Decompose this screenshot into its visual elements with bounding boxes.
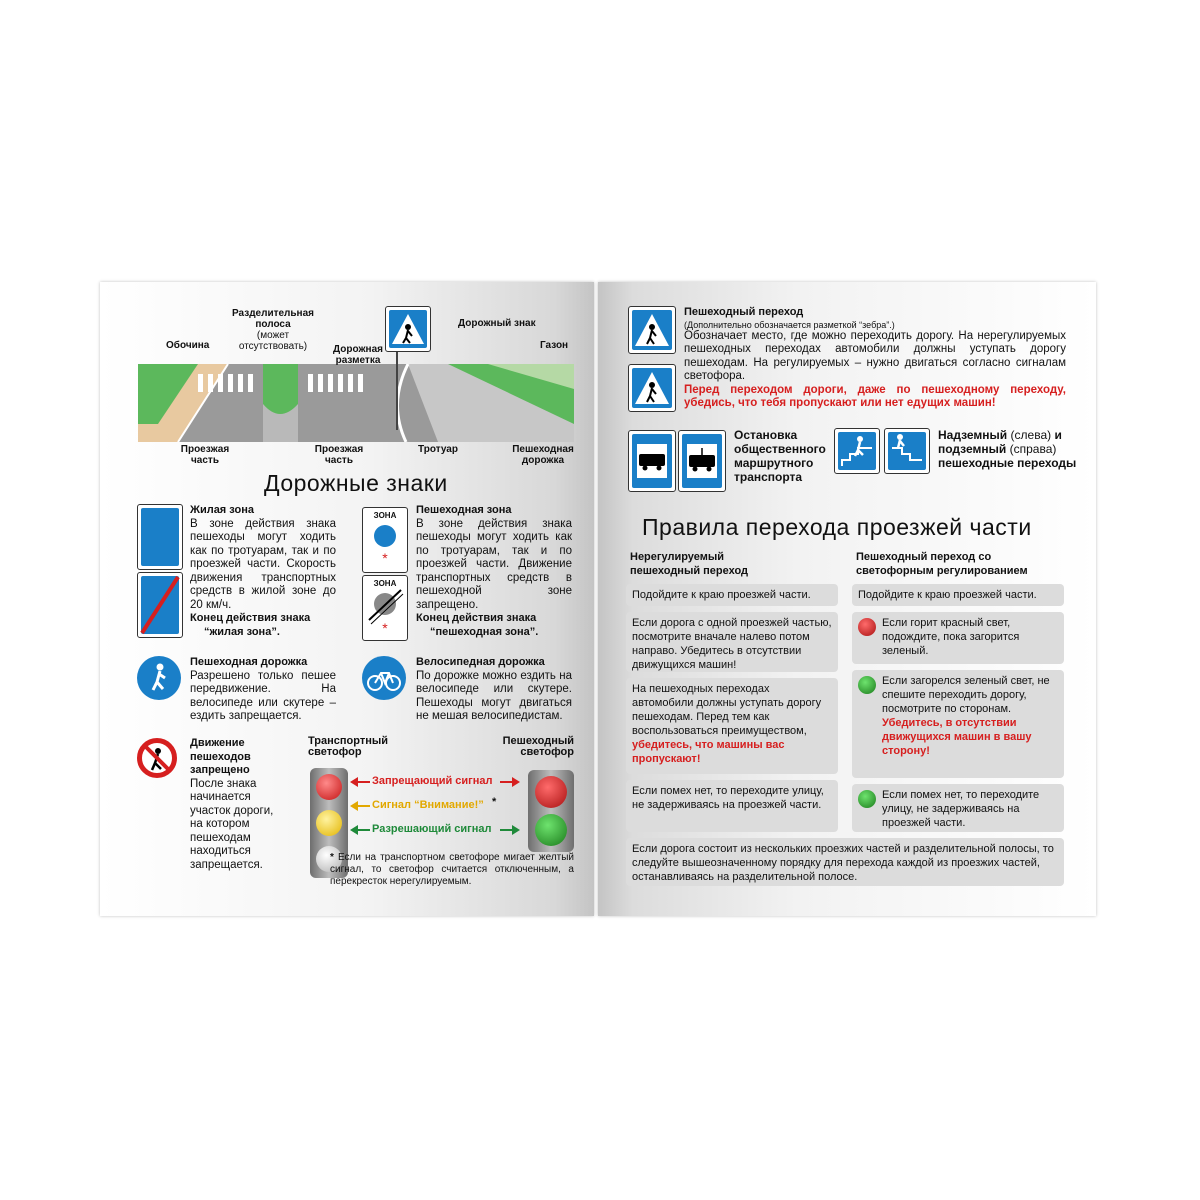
perehod-text: Обозначает место, где можно переходить дорогу. На нерегулируемых пешеходных переходах автомобили должны уступать дорогу пешеходам. На регулируемых – нужно двигаться согласно сигналам светофора. bbox=[684, 329, 1066, 382]
svetofor-note-text: Если на транспортном светофоре мигает желтый сигнал, то светофор считается отключенным, а перекресток нерегулируемым. bbox=[330, 852, 575, 887]
col1-step-2: Если дорога с одной проезжей частью, посмотрите вначале налево потом направо. Убедитесь в отсутствии движущихся машин! bbox=[626, 612, 838, 672]
peshehodnaya-dorozhka-block bbox=[190, 656, 336, 724]
col2-title: Пешеходный переход со светофорным регулированием bbox=[856, 551, 1028, 577]
transport-red-light bbox=[316, 774, 342, 800]
peshzona-end2: “пешеходная зона”. bbox=[430, 625, 539, 638]
peshehodnaya-zona-sign-icon: ЗОНА * bbox=[362, 507, 408, 573]
zhilaya-zona-text: В зоне действия знака пешеходы могут ходить как по тротуарам, так и по проезжей части. Скорость движения транспортных средств в жилой зоне до 20 км/ч. bbox=[190, 517, 336, 611]
pesh-red-light bbox=[535, 776, 567, 808]
peshzona-word: ЗОНА bbox=[373, 511, 397, 520]
zhilaya-zona-title: Жилая зона bbox=[190, 504, 254, 516]
right-page bbox=[598, 282, 1096, 916]
col2-step-4 bbox=[852, 784, 1064, 832]
podzemny-perehod-sign-icon bbox=[884, 428, 930, 474]
label-obochina: Обочина bbox=[166, 340, 210, 351]
peshdor-title: Пешеходная дорожка bbox=[190, 656, 308, 668]
perehod-sign-2-icon bbox=[628, 364, 676, 412]
col2-step-2-text: Если горит красный свет, подождите, пока загорится зеленый. bbox=[882, 617, 1020, 657]
right-heading: Правила перехода проезжей части bbox=[642, 514, 1032, 540]
label-znak: Дорожный знак bbox=[458, 318, 536, 329]
svetofor-note bbox=[330, 852, 574, 888]
road-illustration bbox=[138, 364, 574, 442]
green-signal-label: Разрешающий сигнал bbox=[372, 823, 492, 835]
crossing-sign-icon bbox=[385, 306, 431, 352]
label-gazon: Газон bbox=[540, 340, 569, 351]
perehod-warn: Перед переходом дороги, даже по пешеходному переходу, убедись, что тебя пропускают или нет едущих машин! bbox=[684, 383, 1066, 409]
perehod-sub: (Дополнительно обозначается разметкой “зебра”.) bbox=[684, 319, 895, 330]
zhilaya-zona-sign-icon bbox=[137, 504, 183, 570]
perehod-title: Пешеходный переход bbox=[684, 306, 804, 318]
perehod-sign-1-icon bbox=[628, 306, 676, 354]
peshzona-text: В зоне действия знака пешеходы могут ходить как по тротуарам, так и по проезжей части. Движение транспортных средств в пешеходной зоне запрещено. bbox=[416, 517, 572, 611]
nadzemny-label bbox=[938, 428, 1078, 470]
label-razdel-text: Разделительная полоса bbox=[232, 308, 314, 330]
nadzemny-e: пешеходные переходы bbox=[938, 456, 1077, 470]
col2-step-4-text: Если помех нет, то переходите улицу, не задерживаясь на проезжей части. bbox=[882, 789, 1040, 829]
label-proezzhaya-2: Проезжая часть bbox=[314, 444, 364, 466]
yellow-signal-label: Сигнал “Внимание!” bbox=[372, 799, 484, 811]
peshdor-text: Разрешено только пешее передвижение. На велосипеде или скутере – ездить запрещается. bbox=[190, 669, 336, 722]
yellow-signal-star: * bbox=[492, 796, 497, 808]
peshzona-end: Конец действия знака bbox=[416, 612, 537, 624]
left-heading: Дорожные знаки bbox=[264, 470, 448, 496]
col1-step-4: Если помех нет, то переходите улицу, не задерживаясь на проезжей части. bbox=[626, 780, 838, 832]
col2-step-3-warn: Убедитесь, в отсутствии движущихся машин в вашу сторону! bbox=[882, 717, 1032, 757]
zhilaya-zona-end-sign-icon bbox=[137, 572, 183, 638]
transport-svetofor-label: Транспортный светофор bbox=[308, 735, 389, 758]
zapret-text: После знака начинается участок дороги, на котором пешеходам находиться запрещается. bbox=[190, 777, 274, 871]
nadzemny-c: и подземный bbox=[938, 428, 1062, 456]
zapret-block bbox=[190, 737, 280, 872]
left-page bbox=[100, 282, 594, 916]
velo-title: Велосипедная дорожка bbox=[416, 656, 545, 668]
crossing-sign-pole bbox=[396, 350, 398, 430]
peshehodnaya-dorozhka-sign-icon bbox=[137, 656, 181, 700]
red-signal-label: Запрещающий сигнал bbox=[372, 775, 493, 787]
svetofor-note-star: * bbox=[330, 852, 334, 863]
zhilaya-zona-block bbox=[190, 504, 336, 639]
ostanovka-label: Остановка общественного маршрутного транспорта bbox=[734, 428, 826, 484]
peshzona-title: Пешеходная зона bbox=[416, 504, 512, 516]
pesh-svetofor-label: Пешеходный светофор bbox=[502, 735, 574, 758]
peshehodnaya-zona-end-sign-icon: ЗОНА * bbox=[362, 575, 408, 641]
col1-step-3-text: На пешеходных переходах автомобили должны уступать дорогу пешеходам. Перед тем как воспользоваться преимуществом, bbox=[632, 683, 822, 737]
yellow-signal-row bbox=[350, 796, 526, 813]
col2-step-3 bbox=[852, 670, 1064, 778]
nadzemny-d: (справа) bbox=[1009, 442, 1057, 456]
col1-title: Нерегулируемый пешеходный переход bbox=[630, 551, 749, 577]
green-signal-row bbox=[350, 823, 526, 837]
col2-step-3-text: Если загорелся зеленый свет, не спешите переходить дорогу, посмотрите по сторонам. bbox=[882, 675, 1050, 715]
col1-step-1: Подойдите к краю проезжей части. bbox=[626, 584, 838, 606]
col2-step-2 bbox=[852, 612, 1064, 664]
pesh-svetofor bbox=[528, 770, 574, 852]
peshehodnaya-zona-block bbox=[416, 504, 572, 639]
green-man-icon-2 bbox=[858, 790, 876, 808]
peshehody-zapresheno-sign-icon bbox=[137, 738, 177, 778]
label-dorozhka: Пешеходная дорожка bbox=[512, 444, 574, 466]
nadzemny-a: Надземный bbox=[938, 428, 1008, 442]
col2-step-1: Подойдите к краю проезжей части. bbox=[852, 584, 1064, 606]
nadzemny-perehod-sign-icon bbox=[834, 428, 880, 474]
tram-stop-sign-icon bbox=[678, 430, 726, 492]
bus-stop-sign-icon bbox=[628, 430, 676, 492]
red-man-icon bbox=[858, 618, 876, 636]
label-proezzhaya-1: Проезжая часть bbox=[180, 444, 230, 466]
transport-yellow-light bbox=[316, 810, 342, 836]
col1-step-3-warn: убедитесь, что машины вас пропускают! bbox=[632, 739, 785, 765]
zhilaya-zona-end2: “жилая зона”. bbox=[204, 625, 280, 638]
red-signal-row bbox=[350, 775, 526, 789]
nadzemny-b: (слева) bbox=[1010, 428, 1052, 442]
green-man-icon bbox=[858, 676, 876, 694]
bottom-note: Если дорога состоит из нескольких проезжих частей и разделительной полосы, то следуйте вышеозначенному порядку для перехода каждой из проезжих частей, останавливаясь на разделительной полосе. bbox=[626, 838, 1064, 886]
zhilaya-zona-end: Конец действия знака bbox=[190, 612, 311, 624]
label-razdel bbox=[228, 308, 318, 352]
pesh-green-light bbox=[535, 814, 567, 846]
col1-step-3 bbox=[626, 678, 838, 774]
velosipednaya-dorozhka-sign-icon bbox=[362, 656, 406, 700]
velosipednaya-dorozhka-block bbox=[416, 656, 572, 724]
label-razmetka: Дорожная разметка bbox=[333, 344, 383, 366]
label-razdel-note: (может отсутствовать) bbox=[238, 330, 308, 352]
velo-text: По дорожке можно ездить на велосипеде или скутере. Пешеходы могут двигаться не мешая велосипедистам. bbox=[416, 669, 572, 722]
zapret-title: Движение пешеходов запрещено bbox=[190, 737, 251, 776]
label-trotuar: Тротуар bbox=[418, 444, 458, 455]
perehod-block bbox=[684, 306, 1066, 411]
